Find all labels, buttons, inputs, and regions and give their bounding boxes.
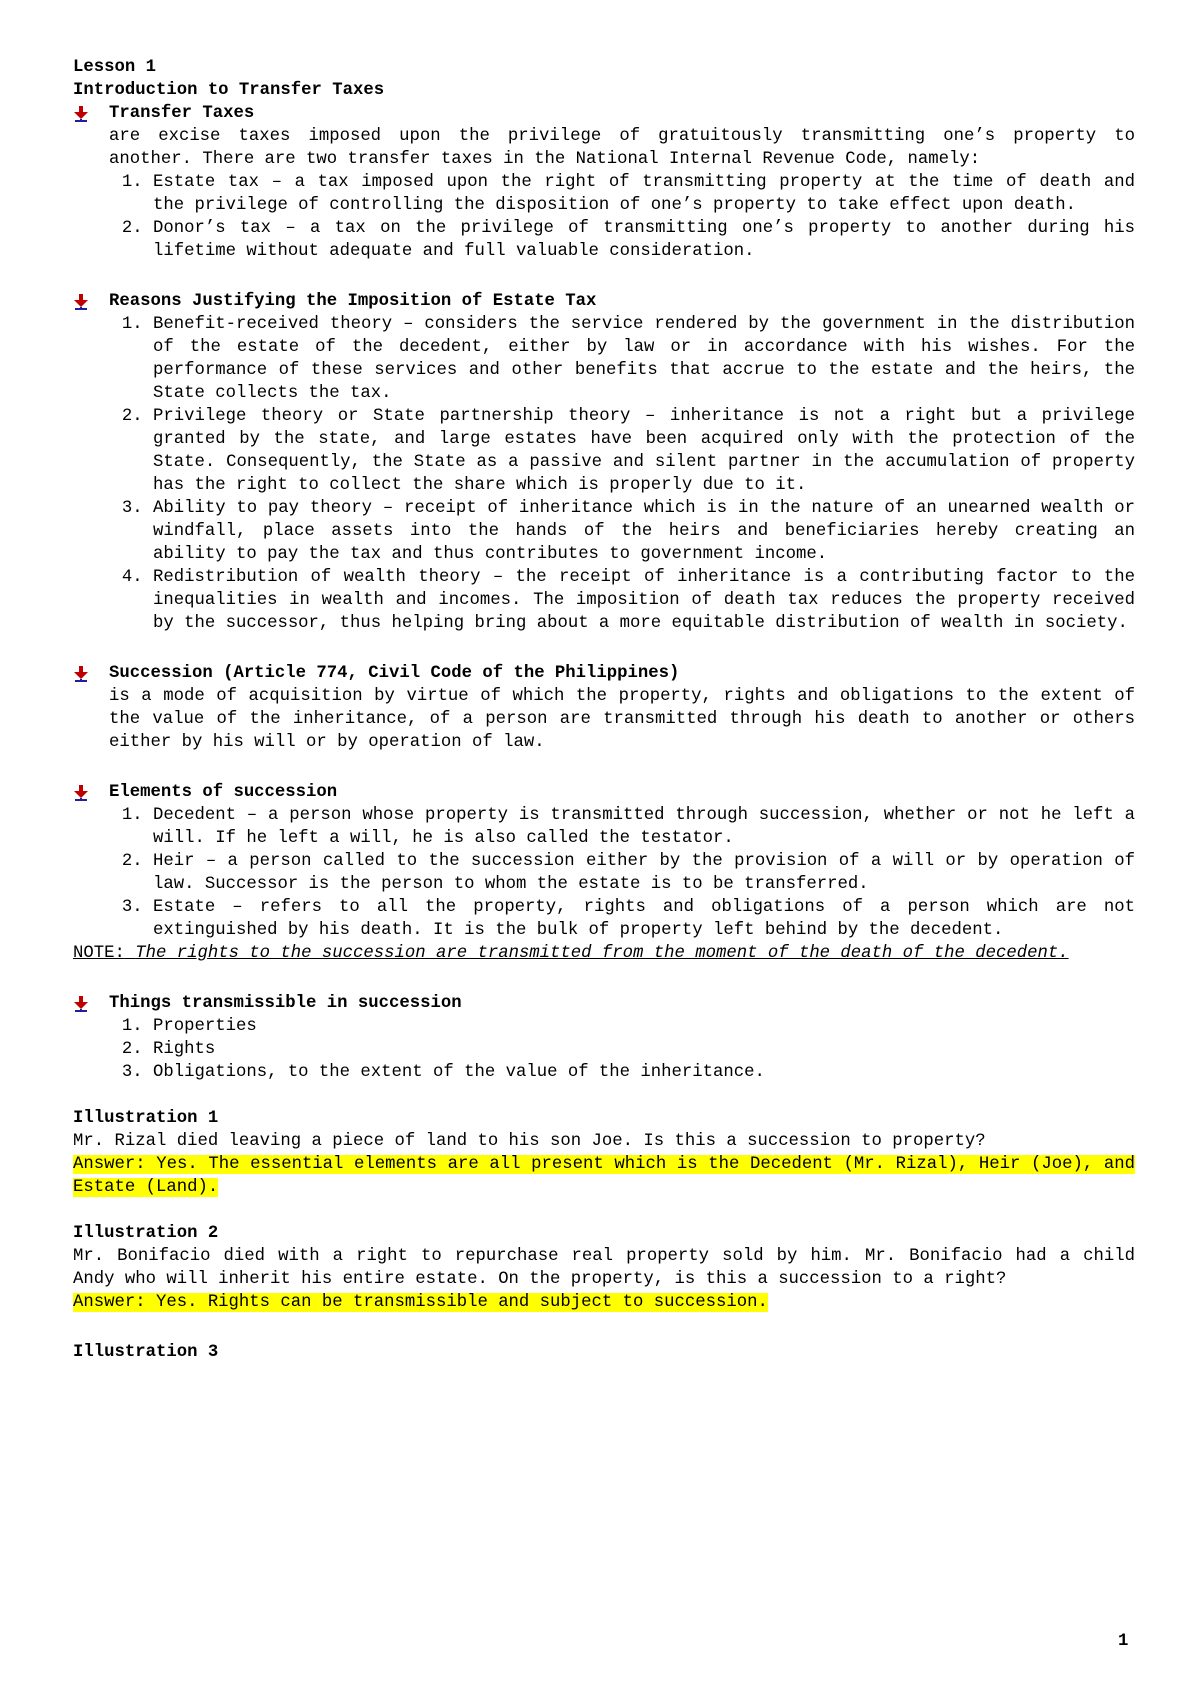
page-number: 1 [1118,1632,1129,1651]
section-heading-transfer-taxes [73,102,1135,125]
numbered-list [73,804,1135,942]
arrow-bullet-icon [73,785,89,801]
list-item: 2. Privilege theory or State partnership theory – inheritance is not a right but a privilege granted by the state, and large estates have been acquired only with the protection of the State. Consequently, the State as a passive and silent partner in the accumulation of property has the right to collect the share which is properly due to it. [153,405,1135,497]
document-page [73,56,1135,1364]
illustration-heading: Illustration 2 [73,1224,219,1243]
illustration-heading: Illustration 3 [73,1343,219,1362]
section-heading-text: Reasons Justifying the Imposition of Estate Tax [109,292,597,311]
note-text: The rights to the succession are transmitted from the moment of the death of the decedent. [135,944,1069,963]
section-heading-text: Transfer Taxes [109,104,255,123]
highlighted-answer: Answer: Yes. Rights can be transmissible and subject to succession. [73,1293,768,1312]
section-heading-succession [73,662,1135,685]
section-heading-text: Elements of succession [109,783,338,802]
list-item: 2. Rights [153,1038,1135,1061]
list-item: 1. Decedent – a person whose property is transmitted through succession, whether or not he left a will. If he left a will, he is also called the testator. [153,804,1135,850]
list-item: 3. Estate – refers to all the property, rights and obligations of a person which are not extinguished by his death. It is the bulk of property left behind by the decedent. [153,896,1135,942]
illustration-heading: Illustration 1 [73,1109,219,1128]
list-item: 2. Heir – a person called to the succession either by the provision of a will or by operation of law. Successor is the person to whom the estate is to be transferred. [153,850,1135,896]
list-item: 3. Ability to pay theory – receipt of inheritance which is in the nature of an unearned wealth or windfall, place assets into the hands of the heirs and beneficiaries hereby creating an ability to pay the tax and thus contributes to government income. [153,497,1135,566]
illustration-answer [73,1153,1135,1199]
note [73,942,1135,965]
arrow-bullet-icon [73,996,89,1012]
lesson-label: Lesson 1 [73,58,156,77]
paragraph: are excise taxes imposed upon the privilege of gratuitously transmitting one’s property to another. There are two transfer taxes in the National Internal Revenue Code, namely: [109,127,1135,169]
list-item: 1. Benefit-received theory – considers the service rendered by the government in the distribution of the estate of the decedent, either by law or in accordance with his wishes. For the performance of these services and other benefits that accrue to the estate and the heirs, the State collects the tax. [153,313,1135,405]
numbered-list [73,171,1135,263]
arrow-bullet-icon [73,106,89,122]
illustration-question: Mr. Rizal died leaving a piece of land to his son Joe. Is this a succession to property? [73,1132,986,1151]
arrow-bullet-icon [73,294,89,310]
section-heading-text: Things transmissible in succession [109,994,462,1013]
section-heading-things [73,992,1135,1015]
list-item: 3. Obligations, to the extent of the value of the inheritance. [153,1061,1135,1084]
section-heading-reasons [73,290,1135,313]
illustration-question: Mr. Bonifacio died with a right to repurchase real property sold by him. Mr. Bonifacio had a child Andy who will inherit his entire estate. On the property, is this a succession to a right? [73,1247,1135,1289]
paragraph: is a mode of acquisition by virtue of which the property, rights and obligations to the extent of the value of the inheritance, of a person are transmitted through his death to another or others either by his will or by operation of law. [109,687,1135,752]
illustration-answer [73,1291,1135,1314]
arrow-bullet-icon [73,666,89,682]
section-heading-text: Succession (Article 774, Civil Code of the Philippines) [109,664,680,683]
section-heading-elements [73,781,1135,804]
page-title: Introduction to Transfer Taxes [73,81,385,100]
list-item: 1. Properties [153,1015,1135,1038]
list-item: 1. Estate tax – a tax imposed upon the right of transmitting property at the time of death and the privilege of controlling the disposition of one’s property to take effect upon death. [153,171,1135,217]
note-label: NOTE: [73,944,125,963]
numbered-list [73,313,1135,635]
numbered-list [73,1015,1135,1084]
list-item: 2. Donor’s tax – a tax on the privilege of transmitting one’s property to another during his lifetime without adequate and full valuable consideration. [153,217,1135,263]
list-item: 4. Redistribution of wealth theory – the receipt of inheritance is a contributing factor to the inequalities in wealth and incomes. The imposition of death tax reduces the property received by the successor, thus helping bring about a more equitable distribution of wealth in society. [153,566,1135,635]
highlighted-answer: Answer: Yes. The essential elements are all present which is the Decedent (Mr. Rizal), Heir (Joe), and Estate (Land). [73,1155,1135,1197]
